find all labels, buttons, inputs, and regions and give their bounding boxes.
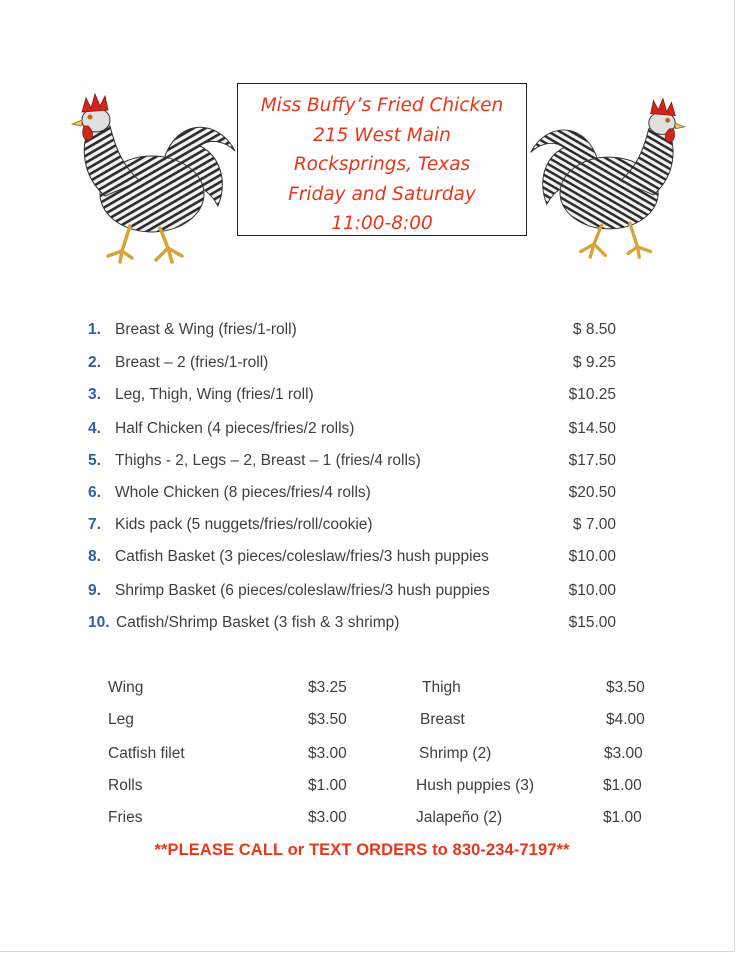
menu-item	[88, 614, 648, 640]
menu-item-number: 1.	[88, 321, 101, 338]
menu-item-number: 8.	[88, 548, 101, 565]
order-note	[0, 841, 736, 860]
menu-item-price: $17.50	[568, 452, 616, 469]
menu-item	[88, 386, 648, 412]
menu-item-price: $10.25	[568, 386, 616, 403]
a-la-carte-price: $3.00	[308, 809, 347, 826]
menu-item	[88, 354, 648, 380]
menu-item-description: Breast – 2 (fries/1-roll)	[115, 354, 269, 371]
menu-item-number: 3.	[88, 386, 101, 403]
a-la-carte-price: $1.00	[308, 777, 347, 794]
open-hours: 11:00-8:00	[331, 213, 433, 234]
menu-item-price: $ 9.25	[572, 354, 616, 371]
a-la-carte-price: $1.00	[603, 809, 642, 826]
a-la-carte-item: Breast	[420, 711, 465, 728]
a-la-carte-price: $4.00	[606, 711, 645, 728]
open-days: Friday and Saturday	[288, 183, 476, 205]
menu-item-number: 4.	[88, 420, 101, 437]
menu-item-description: Catfish Basket (3 pieces/coleslaw/fries/3 hush puppies	[115, 548, 489, 565]
menu-item-price: $ 7.00	[572, 516, 616, 533]
menu-item	[88, 548, 648, 574]
menu-item	[88, 516, 648, 542]
menu-item-price: $10.00	[568, 582, 616, 599]
a-la-carte-item: Shrimp (2)	[419, 745, 492, 762]
a-la-carte-item: Wing	[108, 679, 144, 696]
restaurant-header-box	[237, 83, 527, 236]
menu-item-number: 2.	[88, 354, 101, 371]
menu-item-description: Whole Chicken (8 pieces/fries/4 rolls)	[115, 484, 371, 501]
menu-item-description: Catfish/Shrimp Basket (3 fish & 3 shrimp)	[116, 614, 400, 631]
a-la-carte-price: $3.50	[606, 679, 645, 696]
a-la-carte-item: Jalapeño (2)	[416, 809, 503, 826]
menu-item	[88, 582, 648, 608]
a-la-carte-price: $3.00	[308, 745, 347, 762]
menu-item-description: Leg, Thigh, Wing (fries/1 roll)	[115, 386, 314, 403]
menu-item-description: Half Chicken (4 pieces/fries/2 rolls)	[115, 420, 355, 437]
restaurant-address: 215 West Main	[313, 124, 451, 146]
menu-item-number: 5.	[88, 452, 101, 469]
menu-item-price: $20.50	[568, 484, 616, 501]
a-la-carte-price: $1.00	[603, 777, 642, 794]
menu-item-price: $15.00	[568, 614, 616, 631]
menu-item-description: Breast & Wing (fries/1-roll)	[115, 321, 297, 338]
restaurant-name: Miss Buffy’s Fried Chicken	[260, 95, 504, 116]
menu-item-number: 9.	[88, 582, 101, 599]
a-la-carte-price: $3.50	[308, 711, 347, 728]
menu-item-price: $14.50	[568, 420, 616, 437]
restaurant-city: Rocksprings, Texas	[293, 154, 471, 175]
menu-item-description: Shrimp Basket (6 pieces/coleslaw/fries/3 hush puppies	[115, 582, 490, 599]
a-la-carte-price: $3.00	[604, 745, 643, 762]
a-la-carte-price: $3.25	[308, 679, 347, 696]
a-la-carte-item: Leg	[108, 711, 134, 728]
menu-item-number: 10.	[88, 614, 110, 631]
menu-item	[88, 420, 648, 446]
menu-item-number: 6.	[88, 484, 101, 501]
a-la-carte-item: Rolls	[108, 777, 143, 794]
order-note-text: **PLEASE CALL or TEXT ORDERS to 830-234-7197**	[154, 841, 570, 859]
menu-item-price: $ 8.50	[572, 321, 616, 338]
menu-item	[88, 452, 648, 478]
a-la-carte-item: Thigh	[422, 679, 461, 696]
menu-item-description: Thighs - 2, Legs – 2, Breast – 1 (fries/4 rolls)	[115, 452, 421, 469]
a-la-carte-item: Fries	[108, 809, 143, 826]
a-la-carte-item: Hush puppies (3)	[416, 777, 535, 794]
rooster-illustration-icon	[526, 86, 696, 266]
menu-item	[88, 484, 648, 510]
a-la-carte-item: Catfish filet	[108, 745, 185, 762]
menu-item	[88, 321, 648, 347]
menu-item-number: 7.	[88, 516, 101, 533]
rooster-illustration-icon	[60, 86, 240, 266]
menu-item-description: Kids pack (5 nuggets/fries/roll/cookie)	[115, 516, 373, 533]
menu-item-price: $10.00	[568, 548, 616, 565]
